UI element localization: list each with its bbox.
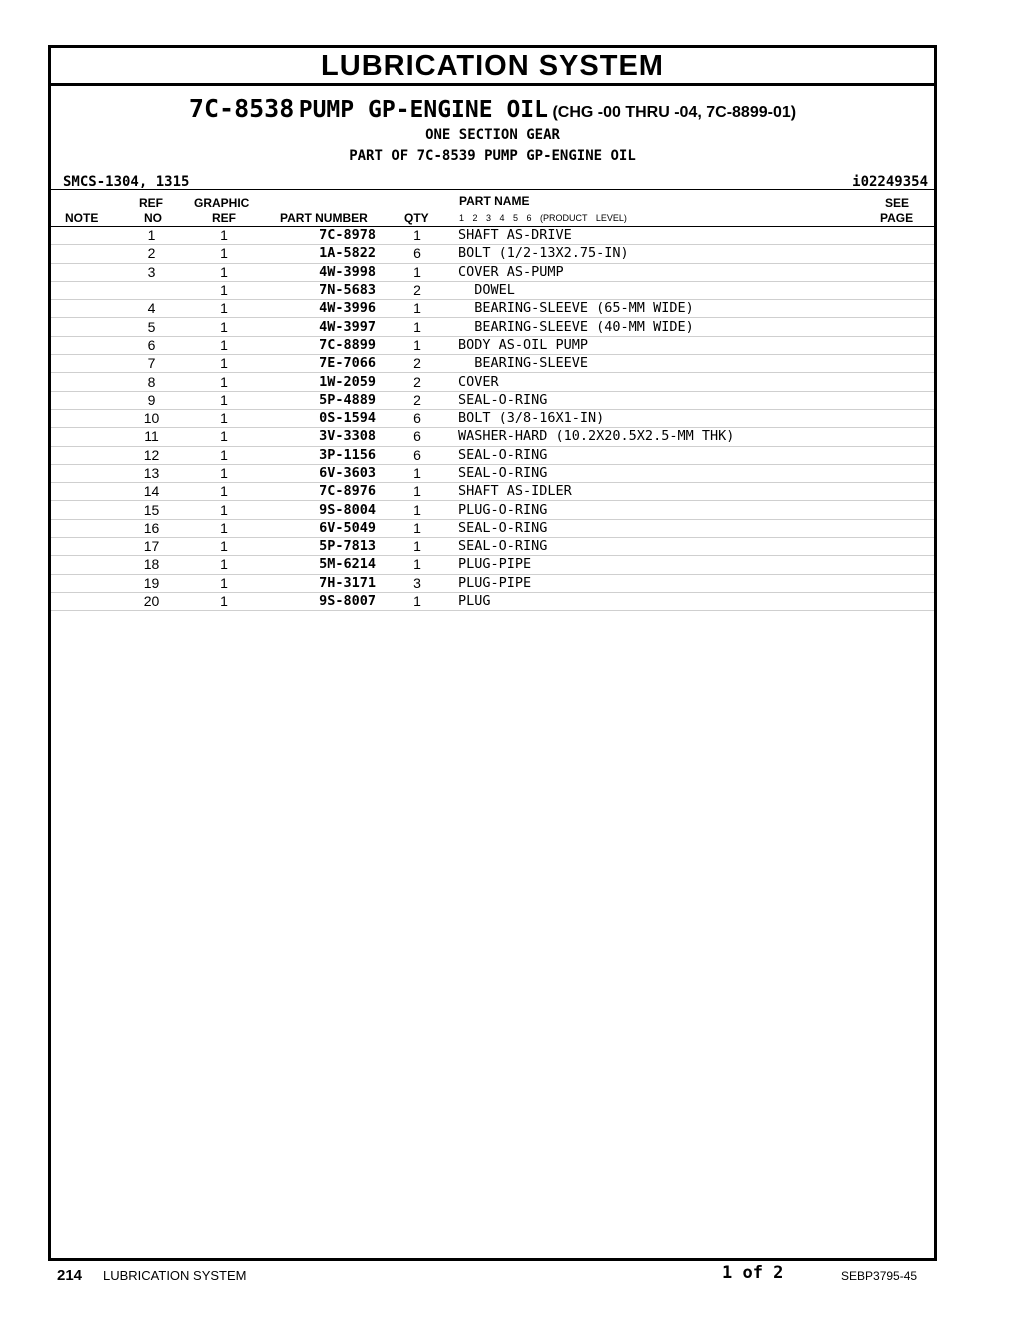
part-name: PLUG-O-RING [458,501,874,519]
part-number: 1A-5822 [259,245,376,263]
part-graphic-ref: 1 [189,263,259,281]
part-see-page [874,428,934,446]
col-note: NOTE [65,211,99,225]
col-see-top: SEE [885,196,910,210]
part-ref-no: 6 [114,336,189,354]
part-name: SEAL-O-RING [458,391,874,409]
part-number: 7C-8978 [259,227,376,245]
part-qty: 2 [376,281,458,299]
part-number: 7H-3171 [259,574,376,592]
part-ref-no: 19 [114,574,189,592]
group-name: PUMP GP-ENGINE OIL [298,97,548,123]
part-see-page [874,355,934,373]
table-row [51,355,934,373]
part-see-page [874,446,934,464]
part-name: BOLT (1/2-13X2.75-IN) [458,245,874,263]
part-number: 5M-6214 [259,556,376,574]
col-graphic-bottom: REF [212,211,236,225]
part-note [51,483,114,501]
part-qty: 1 [376,263,458,281]
part-name: BODY AS-OIL PUMP [458,336,874,354]
part-ref-no: 9 [114,391,189,409]
part-number: 1W-2059 [259,373,376,391]
part-name: SEAL-O-RING [458,538,874,556]
part-see-page [874,483,934,501]
group-subtitle-1: ONE SECTION GEAR [425,127,560,143]
footer-section: LUBRICATION SYSTEM [103,1268,247,1283]
part-name: COVER AS-PUMP [458,263,874,281]
part-graphic-ref: 1 [189,483,259,501]
table-row [51,446,934,464]
part-name: SHAFT AS-IDLER [458,483,874,501]
part-graphic-ref: 1 [189,538,259,556]
part-qty: 3 [376,574,458,592]
group-subtitle-2: PART OF 7C-8539 PUMP GP-ENGINE OIL [349,148,636,164]
part-qty: 2 [376,355,458,373]
col-part-name: PART NAME [459,194,530,208]
part-see-page [874,373,934,391]
part-name: SEAL-O-RING [458,519,874,537]
part-ref-no: 11 [114,428,189,446]
part-see-page [874,574,934,592]
part-qty: 1 [376,519,458,537]
part-graphic-ref: 1 [189,300,259,318]
part-number: 7C-8899 [259,336,376,354]
table-row [51,227,934,245]
part-number: 4W-3997 [259,318,376,336]
col-ref-top: REF [139,196,163,210]
part-see-page [874,318,934,336]
table-row [51,538,934,556]
table-row [51,336,934,354]
part-qty: 1 [376,501,458,519]
table-row [51,263,934,281]
part-name: BEARING-SLEEVE [458,355,874,373]
part-graphic-ref: 1 [189,446,259,464]
table-row [51,245,934,263]
footer-page-count: 1 of 2 [722,1263,784,1283]
part-see-page [874,391,934,409]
col-part-number: PART NUMBER [280,211,368,225]
part-ref-no: 10 [114,409,189,427]
part-graphic-ref: 1 [189,464,259,482]
part-note [51,538,114,556]
part-see-page [874,245,934,263]
part-note [51,373,114,391]
part-number: 3P-1156 [259,446,376,464]
table-row [51,300,934,318]
section-title: LUBRICATION SYSTEM [51,48,934,86]
part-see-page [874,501,934,519]
part-number: 5P-4889 [259,391,376,409]
document-id: i02249354 [852,174,928,190]
part-qty: 1 [376,592,458,610]
part-see-page [874,538,934,556]
col-qty: QTY [404,211,429,225]
part-note [51,263,114,281]
part-name: BOLT (3/8-16X1-IN) [458,409,874,427]
part-number: 6V-5049 [259,519,376,537]
part-qty: 6 [376,446,458,464]
part-graphic-ref: 1 [189,318,259,336]
part-graphic-ref: 1 [189,409,259,427]
part-graphic-ref: 1 [189,428,259,446]
column-headers [51,189,934,227]
part-ref-no: 8 [114,373,189,391]
part-number: 9S-8007 [259,592,376,610]
part-name: PLUG [458,592,874,610]
table-row [51,409,934,427]
part-see-page [874,336,934,354]
table-row [51,519,934,537]
table-row [51,281,934,299]
part-ref-no: 1 [114,227,189,245]
col-product-level: 1 2 3 4 5 6 (PRODUCT LEVEL) [459,213,627,223]
part-qty: 1 [376,318,458,336]
part-ref-no: 4 [114,300,189,318]
part-ref-no: 18 [114,556,189,574]
footer-page-number: 214 [57,1267,83,1284]
part-ref-no: 3 [114,263,189,281]
part-number: 4W-3996 [259,300,376,318]
part-name: BEARING-SLEEVE (40-MM WIDE) [458,318,874,336]
part-note [51,464,114,482]
table-row [51,428,934,446]
part-qty: 1 [376,336,458,354]
table-row [51,556,934,574]
part-ref-no: 12 [114,446,189,464]
part-see-page [874,263,934,281]
group-part-number: 7C-8538 [188,94,295,123]
part-note [51,501,114,519]
part-note [51,336,114,354]
part-see-page [874,300,934,318]
part-note [51,391,114,409]
table-row [51,391,934,409]
part-number: 7N-5683 [259,281,376,299]
part-qty: 1 [376,483,458,501]
part-ref-no: 14 [114,483,189,501]
table-row [51,464,934,482]
part-see-page [874,519,934,537]
parts-table [51,227,934,611]
part-graphic-ref: 1 [189,592,259,610]
table-row [51,501,934,519]
part-number: 9S-8004 [259,501,376,519]
part-name: SEAL-O-RING [458,464,874,482]
table-row [51,318,934,336]
part-see-page [874,464,934,482]
part-qty: 1 [376,538,458,556]
part-qty: 1 [376,300,458,318]
part-graphic-ref: 1 [189,391,259,409]
part-number: 7C-8976 [259,483,376,501]
part-name: SEAL-O-RING [458,446,874,464]
part-qty: 6 [376,245,458,263]
part-note [51,519,114,537]
part-ref-no: 13 [114,464,189,482]
part-number: 6V-3603 [259,464,376,482]
part-qty: 6 [376,428,458,446]
part-note [51,245,114,263]
table-row [51,373,934,391]
part-note [51,281,114,299]
part-name: SHAFT AS-DRIVE [458,227,874,245]
table-row [51,592,934,610]
part-number: 7E-7066 [259,355,376,373]
part-number: 0S-1594 [259,409,376,427]
part-note [51,227,114,245]
group-change-note: (CHG -00 THRU -04, 7C-8899-01) [552,104,797,121]
part-graphic-ref: 1 [189,281,259,299]
part-qty: 1 [376,464,458,482]
part-ref-no: 17 [114,538,189,556]
page-frame [48,45,937,1261]
part-qty: 6 [376,409,458,427]
part-note [51,300,114,318]
part-graphic-ref: 1 [189,519,259,537]
footer-publication: SEBP3795-45 [841,1269,918,1283]
part-name: WASHER-HARD (10.2X20.5X2.5-MM THK) [458,428,874,446]
part-graphic-ref: 1 [189,227,259,245]
part-note [51,556,114,574]
part-name: PLUG-PIPE [458,574,874,592]
part-ref-no: 5 [114,318,189,336]
part-name: DOWEL [458,281,874,299]
part-note [51,428,114,446]
part-name: PLUG-PIPE [458,556,874,574]
part-graphic-ref: 1 [189,336,259,354]
part-number: 3V-3308 [259,428,376,446]
part-note [51,318,114,336]
part-graphic-ref: 1 [189,355,259,373]
col-see-bottom: PAGE [880,211,914,225]
part-graphic-ref: 1 [189,501,259,519]
part-number: 5P-7813 [259,538,376,556]
part-graphic-ref: 1 [189,245,259,263]
smcs-code: SMCS-1304, 1315 [63,174,190,190]
part-see-page [874,281,934,299]
part-note [51,355,114,373]
page-footer [0,1262,1020,1292]
part-qty: 2 [376,373,458,391]
part-ref-no: 7 [114,355,189,373]
part-number: 4W-3998 [259,263,376,281]
part-note [51,574,114,592]
part-see-page [874,227,934,245]
part-graphic-ref: 1 [189,373,259,391]
part-see-page [874,556,934,574]
part-graphic-ref: 1 [189,556,259,574]
part-note [51,592,114,610]
col-ref-bottom: NO [144,211,162,225]
part-qty: 2 [376,391,458,409]
part-qty: 1 [376,227,458,245]
table-row [51,574,934,592]
part-ref-no: 16 [114,519,189,537]
part-see-page [874,592,934,610]
group-header [51,86,934,189]
part-see-page [874,409,934,427]
part-name: BEARING-SLEEVE (65-MM WIDE) [458,300,874,318]
part-ref-no: 2 [114,245,189,263]
part-note [51,409,114,427]
part-ref-no: 20 [114,592,189,610]
part-name: COVER [458,373,874,391]
part-ref-no: 15 [114,501,189,519]
part-qty: 1 [376,556,458,574]
table-row [51,483,934,501]
col-graphic-top: GRAPHIC [194,196,250,210]
part-ref-no [114,281,189,299]
part-note [51,446,114,464]
group-title [51,94,934,123]
part-graphic-ref: 1 [189,574,259,592]
